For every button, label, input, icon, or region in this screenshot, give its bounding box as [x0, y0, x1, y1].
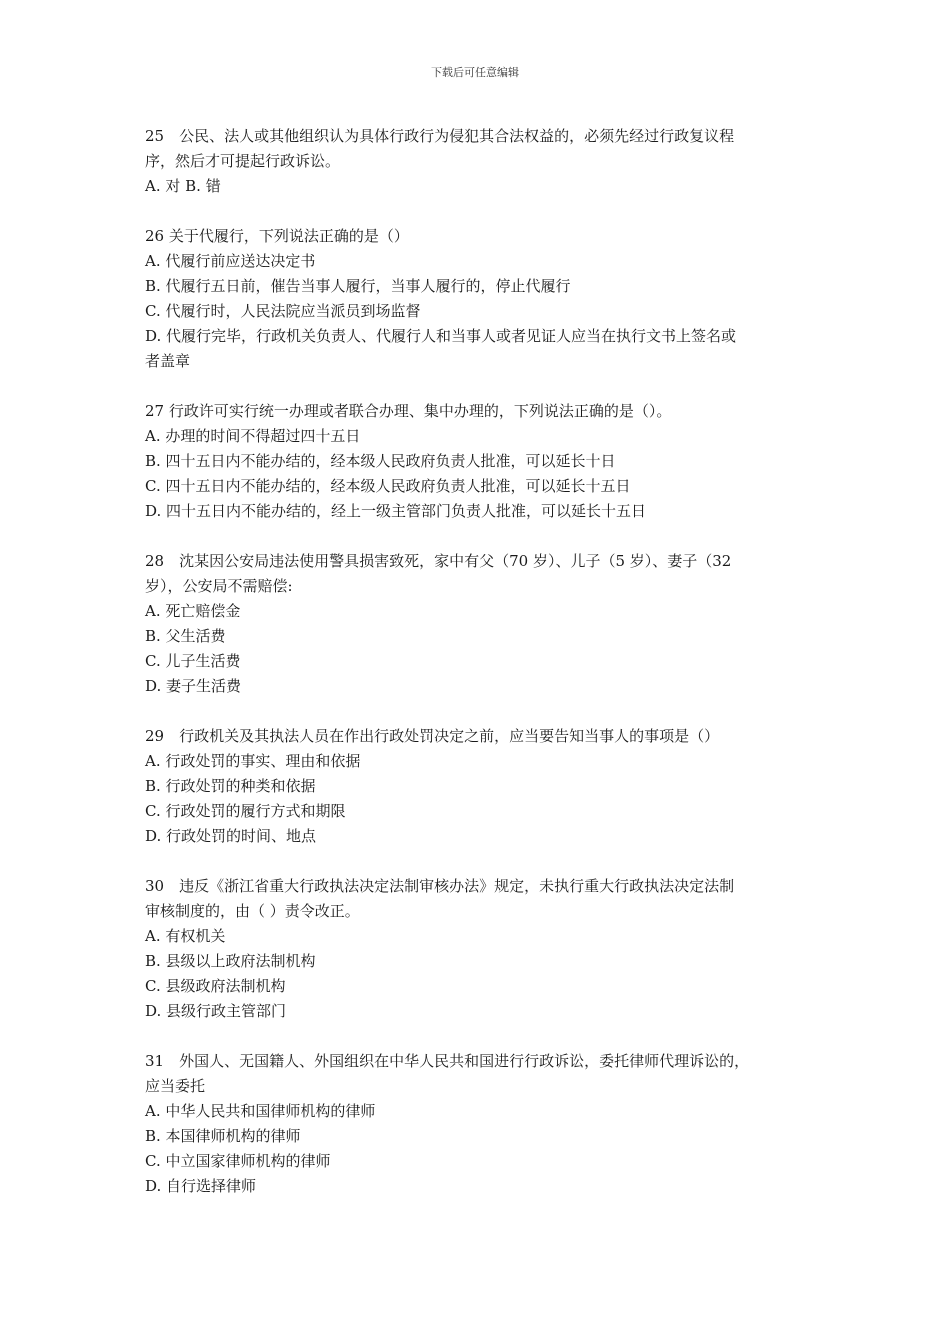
- question-stem-line: 30 违反《浙江省重大行政执法决定法制审核办法》规定，未执行重大行政执法决定法制: [145, 877, 735, 895]
- question-31: [145, 1049, 817, 1199]
- answer-option: C. 代履行时，人民法院应当派员到场监督: [145, 302, 421, 320]
- question-stem-line: 27 行政许可实行统一办理或者联合办理、集中办理的，下列说法正确的是（）。: [145, 402, 672, 420]
- question-stem-line: 审核制度的，由（ ）责令改正。: [145, 902, 360, 920]
- answer-option: A. 对 B. 错: [145, 177, 221, 195]
- answer-option: B. 县级以上政府法制机构: [145, 952, 316, 970]
- page-header: 下载后可任意编辑: [431, 66, 519, 79]
- answer-option: C. 儿子生活费: [145, 652, 241, 670]
- question-stem-line: 岁），公安局不需赔偿:: [145, 577, 293, 595]
- question-27: [145, 399, 817, 524]
- question-list: [145, 124, 817, 1224]
- answer-option: C. 县级政府法制机构: [145, 977, 286, 995]
- question-30: [145, 874, 817, 1024]
- answer-option: C. 四十五日内不能办结的，经本级人民政府负责人批准，可以延长十五日: [145, 477, 631, 495]
- question-stem-line: 31 外国人、无国籍人、外国组织在中华人民共和国进行行政诉讼，委托律师代理诉讼的，: [145, 1052, 750, 1070]
- question-stem-line: 应当委托: [145, 1077, 206, 1095]
- answer-option: A. 行政处罚的事实、理由和依据: [145, 752, 361, 770]
- question-stem-line: 28 沈某因公安局违法使用警具损害致死，家中有父（70 岁）、儿子（5 岁）、妻子（32: [145, 552, 732, 570]
- answer-option: A. 办理的时间不得超过四十五日: [145, 427, 361, 445]
- answer-option: D. 县级行政主管部门: [145, 1002, 287, 1020]
- question-29: [145, 724, 817, 849]
- answer-option: B. 代履行五日前，催告当事人履行，当事人履行的，停止代履行: [145, 277, 571, 295]
- question-stem-line: 25 公民、法人或其他组织认为具体行政行为侵犯其合法权益的，必须先经过行政复议程: [145, 127, 735, 145]
- question-stem-line: 29 行政机关及其执法人员在作出行政处罚决定之前，应当要告知当事人的事项是（）: [145, 727, 720, 745]
- answer-option: D. 行政处罚的时间、地点: [145, 827, 317, 845]
- answer-option: A. 有权机关: [145, 927, 226, 945]
- question-25: [145, 124, 817, 199]
- question-stem-line: 26 关于代履行，下列说法正确的是（）: [145, 227, 409, 245]
- question-stem-line: 序，然后才可提起行政诉讼。: [145, 152, 341, 170]
- answer-option: D. 四十五日内不能办结的，经上一级主管部门负责人批准，可以延长十五日: [145, 502, 647, 520]
- answer-option: A. 代履行前应送达决定书: [145, 252, 316, 270]
- answer-option: D. 妻子生活费: [145, 677, 242, 695]
- answer-option: D. 代履行完毕，行政机关负责人、代履行人和当事人或者见证人应当在执行文书上签名或: [145, 327, 737, 345]
- answer-option: D. 自行选择律师: [145, 1177, 257, 1195]
- answer-option: B. 行政处罚的种类和依据: [145, 777, 316, 795]
- answer-option: A. 死亡赔偿金: [145, 602, 241, 620]
- answer-option: A. 中华人民共和国律师机构的律师: [145, 1102, 376, 1120]
- question-26: [145, 224, 817, 374]
- question-28: [145, 549, 817, 699]
- answer-option: B. 本国律师机构的律师: [145, 1127, 301, 1145]
- answer-option-continuation: 者盖章: [145, 352, 191, 370]
- answer-option: C. 行政处罚的履行方式和期限: [145, 802, 346, 820]
- answer-option: C. 中立国家律师机构的律师: [145, 1152, 331, 1170]
- answer-option: B. 四十五日内不能办结的，经本级人民政府负责人批准，可以延长十日: [145, 452, 616, 470]
- answer-option: B. 父生活费: [145, 627, 226, 645]
